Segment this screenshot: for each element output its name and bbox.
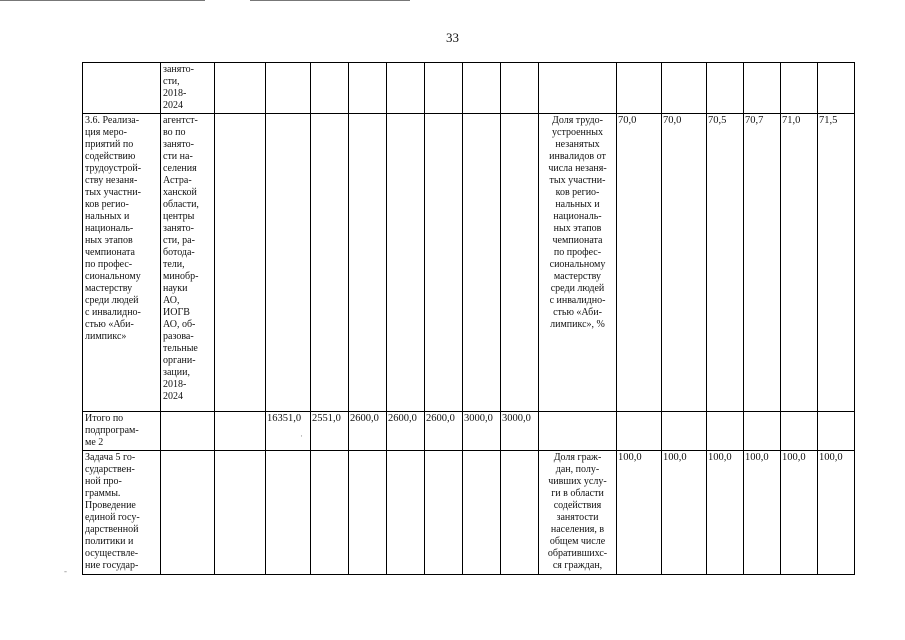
- funding-cell: 2600,0: [387, 412, 425, 451]
- target-cell: 70,0: [662, 114, 707, 412]
- funding-cell: [387, 451, 425, 575]
- target-cell: [707, 412, 744, 451]
- funding-cell: 3000,0: [501, 412, 539, 451]
- target-cell: 100,0: [781, 451, 818, 575]
- target-cell: 100,0: [707, 451, 744, 575]
- page-number: 33: [446, 30, 459, 45]
- measure-cell: 3.6. Реализа- ция меро- приятий по содействию трудоустрой- ству незаня- тых участни- ков регио- нальных и националь- ных этапов чемпионата по профес- сиональному мастерству среди людей с инвалидно- стью «Аби- лимпикс»: [83, 114, 161, 412]
- target-cell: [617, 412, 662, 451]
- table-row: [83, 114, 855, 412]
- scan-speck: ·: [300, 431, 303, 441]
- target-cell: [617, 63, 662, 114]
- indicator-cell: [539, 412, 617, 451]
- executor-cell: агентст- во по занято- сти на- селения Астра- ханской области, центры занято- сти, ра- ботода- тели, минобр- науки АО, ИОГВ АО, об- разова- тельные органи- зации, 2018- 2024: [161, 114, 215, 412]
- funding-cell: [425, 451, 463, 575]
- spacer-cell: [215, 63, 266, 114]
- target-cell: 100,0: [617, 451, 662, 575]
- target-cell: [662, 63, 707, 114]
- funding-cell: [425, 114, 463, 412]
- program-table: [82, 62, 855, 575]
- funding-cell: 2600,0: [425, 412, 463, 451]
- executor-cell: [161, 412, 215, 451]
- target-cell: [744, 63, 781, 114]
- funding-cell: [463, 114, 501, 412]
- target-cell: [744, 412, 781, 451]
- funding-cell: [501, 114, 539, 412]
- measure-cell: Задача 5 го- сударствен- ной про- граммы. Проведение единой госу- дарственной политики и осуществле- ние государ-: [83, 451, 161, 575]
- target-cell: [707, 63, 744, 114]
- measure-cell: [83, 63, 161, 114]
- indicator-cell: Доля трудо- устроенных незанятых инвалидов от числа незаня- тых участни- ков регио- нальных и националь- ных этапов чемпионата по профес- сиональному мастерству среди людей с инвалидно- стью «Аби- лимпикс», %: [539, 114, 617, 412]
- indicator-cell: [539, 63, 617, 114]
- funding-cell: [349, 63, 387, 114]
- target-cell: 100,0: [818, 451, 855, 575]
- funding-cell: [387, 63, 425, 114]
- funding-cell: [311, 114, 349, 412]
- target-cell: 70,5: [707, 114, 744, 412]
- indicator-cell: Доля граж- дан, полу- чивших услу- ги в области содействия занятости населения, в общем числе обратившихс- ся граждан,: [539, 451, 617, 575]
- funding-cell: 2600,0: [349, 412, 387, 451]
- funding-cell: 3000,0: [463, 412, 501, 451]
- target-cell: 100,0: [744, 451, 781, 575]
- funding-cell: [501, 451, 539, 575]
- funding-cell: [266, 63, 311, 114]
- funding-cell: 2551,0: [311, 412, 349, 451]
- scan-edge-line: [250, 0, 410, 1]
- funding-cell: [463, 451, 501, 575]
- table-row: [83, 63, 855, 114]
- funding-cell: [266, 114, 311, 412]
- executor-cell: занято- сти, 2018- 2024: [161, 63, 215, 114]
- funding-cell: [349, 451, 387, 575]
- target-cell: [781, 412, 818, 451]
- target-cell: 70,7: [744, 114, 781, 412]
- table-row: [83, 412, 855, 451]
- target-cell: 71,5: [818, 114, 855, 412]
- target-cell: [818, 412, 855, 451]
- spacer-cell: [215, 451, 266, 575]
- scan-speck: -: [64, 566, 67, 576]
- funding-cell: [311, 63, 349, 114]
- funding-cell: [311, 451, 349, 575]
- funding-cell: [501, 63, 539, 114]
- funding-cell: [266, 451, 311, 575]
- funding-cell: [463, 63, 501, 114]
- target-cell: 70,0: [617, 114, 662, 412]
- funding-cell: [387, 114, 425, 412]
- target-cell: [781, 63, 818, 114]
- target-cell: 71,0: [781, 114, 818, 412]
- funding-cell: [349, 114, 387, 412]
- scan-edge-line: [0, 0, 205, 1]
- target-cell: [662, 412, 707, 451]
- target-cell: 100,0: [662, 451, 707, 575]
- funding-cell: [425, 63, 463, 114]
- measure-cell: Итого по подпрограм- ме 2: [83, 412, 161, 451]
- spacer-cell: [215, 114, 266, 412]
- spacer-cell: [215, 412, 266, 451]
- funding-cell: 16351,0: [266, 412, 311, 451]
- table-row: [83, 451, 855, 575]
- executor-cell: [161, 451, 215, 575]
- target-cell: [818, 63, 855, 114]
